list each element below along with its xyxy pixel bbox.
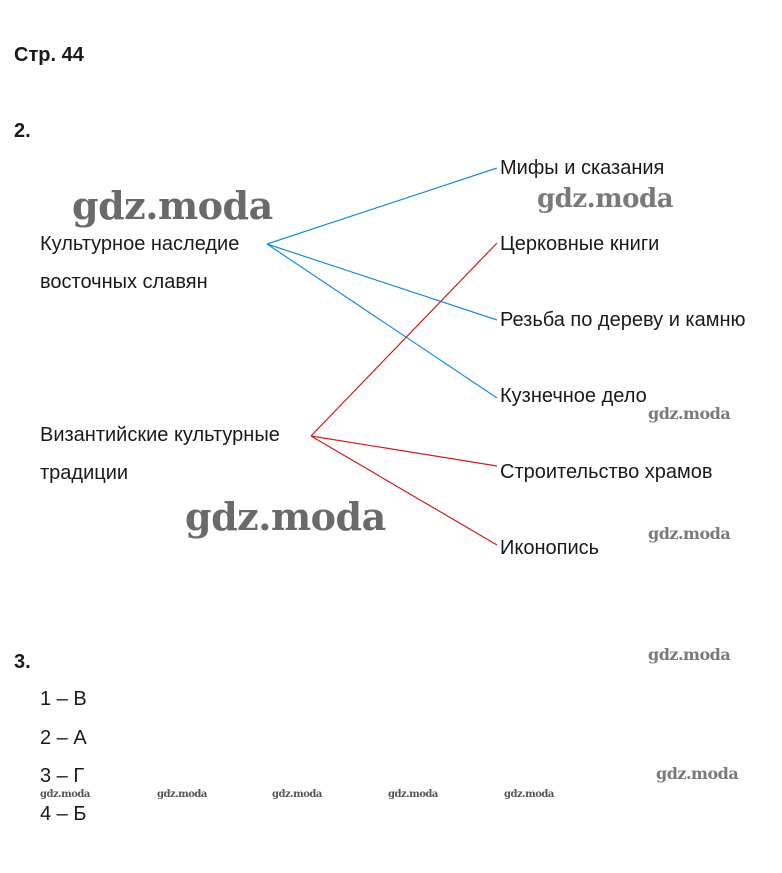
answer-item: 2 – А xyxy=(40,727,87,749)
watermark: gdz.moda xyxy=(537,184,674,214)
watermark: gdz.moda xyxy=(40,789,90,800)
right-item-icon-painting: Иконопись xyxy=(500,537,600,559)
left-group-slavic-line1: Культурное наследие xyxy=(40,233,240,255)
watermark: gdz.moda xyxy=(656,764,739,783)
watermark: gdz.moda xyxy=(272,789,322,800)
right-item-blacksmithing: Кузнечное дело xyxy=(500,385,647,407)
answer-item: 4 – Б xyxy=(40,803,87,825)
page-title: Стр. 44 xyxy=(14,44,84,66)
answer-item: 1 – В xyxy=(40,688,87,710)
right-item-carving: Резьба по дереву и камню xyxy=(500,309,746,331)
watermark: gdz.moda xyxy=(157,789,207,800)
watermark: gdz.moda xyxy=(185,494,386,539)
watermark: gdz.moda xyxy=(648,645,731,664)
watermark: gdz.moda xyxy=(648,404,731,423)
answer-item: 3 – Г xyxy=(40,765,85,787)
watermark: gdz.moda xyxy=(72,183,273,228)
watermark: gdz.moda xyxy=(504,789,554,800)
right-item-temple-building: Строительство храмов xyxy=(500,461,713,483)
left-group-byzantine-line1: Византийские культурные xyxy=(40,424,280,446)
task-2-number: 2. xyxy=(14,120,31,142)
task-3-number: 3. xyxy=(14,651,31,673)
right-item-church-books: Церковные книги xyxy=(500,233,660,255)
watermark: gdz.moda xyxy=(388,789,438,800)
left-group-byzantine-line2: традиции xyxy=(40,462,129,484)
connection-line xyxy=(267,244,497,320)
connection-line xyxy=(267,244,497,398)
connection-line xyxy=(267,168,497,244)
connection-line xyxy=(311,436,497,466)
connection-line xyxy=(311,243,497,436)
left-group-slavic-line2: восточных славян xyxy=(40,271,208,293)
watermark: gdz.moda xyxy=(648,524,731,543)
right-item-myths: Мифы и сказания xyxy=(500,157,665,179)
